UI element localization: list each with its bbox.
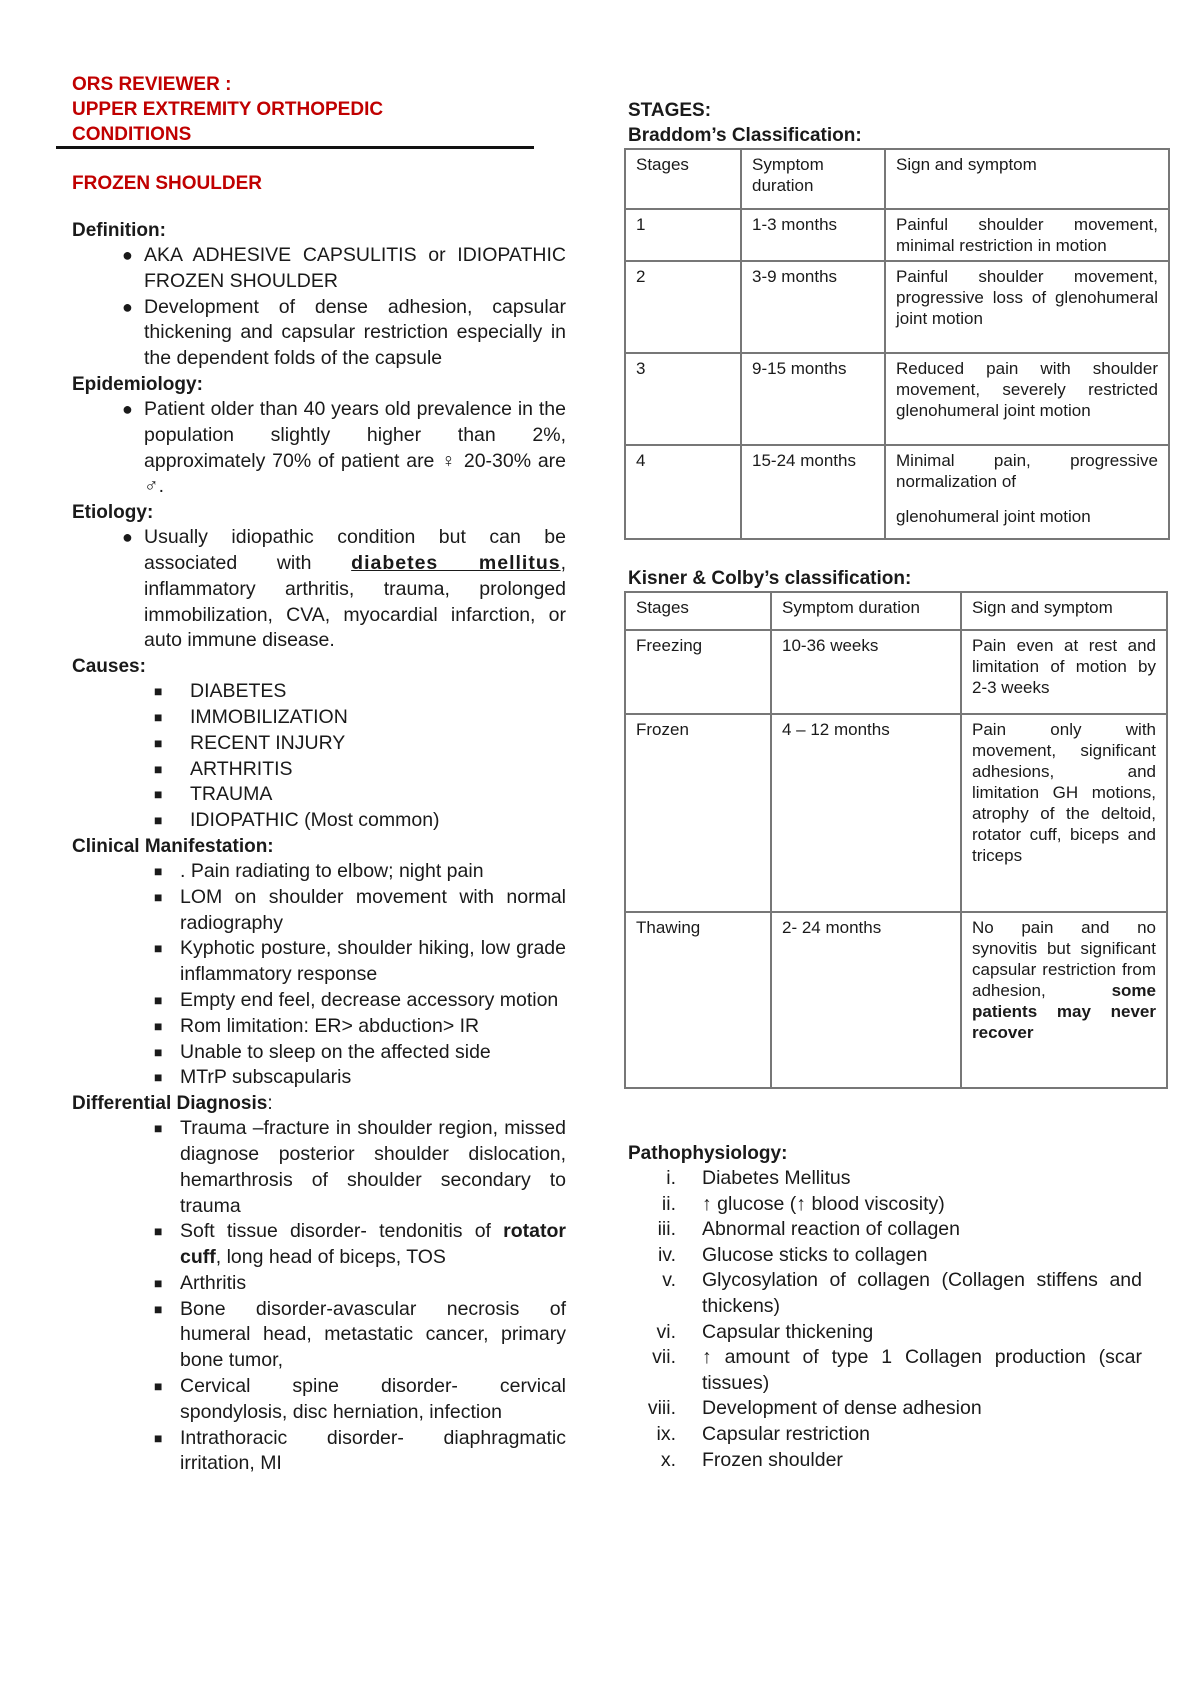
differential-heading xyxy=(72,1091,566,1116)
list-item xyxy=(628,1268,1142,1319)
cell-text: No pain and no synovitis but significant capsular restriction from adhesion, xyxy=(972,918,1156,1000)
list-text: Development of dense adhesion xyxy=(702,1397,982,1420)
table-cell: 15-24 months xyxy=(741,445,885,539)
table-header-cell: Stages xyxy=(625,592,771,630)
braddom-table xyxy=(624,148,1170,540)
title-line-3: CONDITIONS xyxy=(72,124,192,145)
table-cell: Freezing xyxy=(625,630,771,714)
left-column xyxy=(72,72,566,1477)
causes-heading: Causes: xyxy=(72,656,146,678)
differential-heading-text: Differential Diagnosis xyxy=(72,1093,268,1115)
table-cell: 10-36 weeks xyxy=(771,630,961,714)
table-cell: 2- 24 months xyxy=(771,912,961,1088)
list-item: ■ Kyphotic posture, shoulder hiking, low grade inflammatory response xyxy=(72,936,566,988)
definition-section xyxy=(72,218,566,372)
differential-item2-bold: rotator cuff xyxy=(180,1220,566,1269)
table-cell: 1-3 months xyxy=(741,209,885,261)
clinical-section xyxy=(72,834,566,1091)
cell-line: glenohumeral joint motion xyxy=(896,507,1091,526)
list-number: i. xyxy=(666,1167,676,1189)
list-item: ■ LOM on shoulder movement with normal radiography xyxy=(72,885,566,937)
list-item: ■ Arthritis xyxy=(72,1271,566,1297)
differential-item2-end: , long head of biceps, TOS xyxy=(215,1246,446,1269)
list-item: ■ DIABETES xyxy=(72,679,566,705)
stages-heading: STAGES: xyxy=(628,100,712,121)
list-item xyxy=(628,1192,1142,1218)
list-text: ↑ glucose (↑ blood viscosity) xyxy=(702,1192,945,1215)
list-item: ■ ARTHRITIS xyxy=(72,757,566,783)
document-title xyxy=(72,72,566,147)
epidemiology-heading: Epidemiology: xyxy=(72,373,203,395)
list-item xyxy=(628,1396,1142,1422)
list-item xyxy=(628,1422,1142,1448)
list-item: ■ Empty end feel, decrease accessory motion xyxy=(72,988,566,1014)
list-number: ii. xyxy=(661,1192,676,1215)
list-number: v. xyxy=(662,1269,676,1292)
table-header-cell: Symptom duration xyxy=(771,592,961,630)
list-item: ■ Intrathoracic disorder- diaphragmatic irritation, MI xyxy=(72,1426,566,1478)
table-cell: 3 xyxy=(625,353,741,445)
table-row xyxy=(625,353,1169,445)
list-item: ■ Bone disorder-avascular necrosis of humeral head, metastatic cancer, primary bone tumor, xyxy=(72,1297,566,1374)
epidemiology-section xyxy=(72,372,566,500)
list-number: iii. xyxy=(657,1218,676,1241)
table-cell: Frozen xyxy=(625,714,771,912)
table-row xyxy=(625,714,1167,912)
table-header-cell: Stages xyxy=(625,149,741,209)
list-text: Capsular thickening xyxy=(702,1320,874,1343)
table-header-row xyxy=(625,592,1167,630)
table-cell: Pain even at rest and limitation of motion by 2-3 weeks xyxy=(961,630,1167,714)
title-line-1: ORS REVIEWER : xyxy=(72,74,232,95)
list-item: ■ Trauma –fracture in shoulder region, missed diagnose posterior shoulder dislocation, hemarthrosis of shoulder secondary to trauma xyxy=(72,1116,566,1219)
table-cell: Reduced pain with shoulder movement, severely restricted glenohumeral joint motion xyxy=(885,353,1169,445)
list-item: ■ Rom limitation: ER> abduction> IR xyxy=(72,1014,566,1040)
cell-line: Minimal pain, progressive normalization of xyxy=(896,451,1158,491)
table-row xyxy=(625,445,1169,539)
list-item: ■ . Pain radiating to elbow; night pain xyxy=(72,859,566,885)
list-text: Glucose sticks to collagen xyxy=(702,1243,928,1266)
etiology-text-end: , inflammatory arthritis, trauma, prolonged immobilization, CVA, myocardial infarction, or auto immune disease. xyxy=(144,551,566,652)
definition-heading: Definition: xyxy=(72,220,166,241)
list-text: Capsular restriction xyxy=(702,1422,870,1445)
list-item xyxy=(72,525,566,654)
list-item xyxy=(628,1448,1142,1474)
list-item: ● Development of dense adhesion, capsular thickening and capsular restriction especially in the dependent folds of the capsule xyxy=(72,295,566,372)
list-item xyxy=(628,1345,1142,1396)
list-text: Glycosylation of collagen (Collagen stiffens and thickens) xyxy=(702,1269,1142,1317)
etiology-text-start: Usually idiopathic condition but can be associated with xyxy=(144,526,566,574)
list-number: x. xyxy=(660,1448,676,1471)
etiology-section xyxy=(72,500,566,654)
kisner-table xyxy=(624,591,1168,1089)
list-text: Frozen shoulder xyxy=(702,1448,843,1471)
table-header-row xyxy=(625,149,1169,209)
list-item: ■ MTrP subscapularis xyxy=(72,1065,566,1091)
topic-heading: FROZEN SHOULDER xyxy=(72,173,262,194)
list-item: ● AKA ADHESIVE CAPSULITIS or IDIOPATHIC FROZEN SHOULDER xyxy=(72,243,566,295)
braddom-heading: Braddom’s Classification: xyxy=(628,125,862,146)
kisner-heading: Kisner & Colby’s classification: xyxy=(628,568,912,589)
list-number: vi. xyxy=(656,1320,676,1343)
table-cell: 1 xyxy=(625,209,741,261)
table-cell: 4 xyxy=(625,445,741,539)
list-item xyxy=(628,1320,1142,1346)
list-item xyxy=(72,1219,566,1271)
table-cell: Thawing xyxy=(625,912,771,1088)
list-text: ↑ amount of type 1 Collagen production (scar tissues) xyxy=(702,1346,1142,1394)
table-cell: Pain only with movement, significant adhesions, and limitation GH motions, atrophy of the deltoid, rotator cuff, biceps and triceps xyxy=(961,714,1167,912)
title-line-2: UPPER EXTREMITY ORTHOPEDIC xyxy=(72,99,384,120)
right-column xyxy=(628,98,1170,1473)
list-item: ■ IMMOBILIZATION xyxy=(72,705,566,731)
table-cell: 4 – 12 months xyxy=(771,714,961,912)
patho-list xyxy=(628,1166,1170,1473)
title-underline xyxy=(56,146,534,149)
table-row xyxy=(625,261,1169,353)
table-cell: Painful shoulder movement, progressive loss of glenohumeral joint motion xyxy=(885,261,1169,353)
list-item: ● Patient older than 40 years old prevalence in the population slightly higher than 2%, approximately 70% of patient are ♀ 20-30% are ♂. xyxy=(72,397,566,500)
table-header-cell: Sign and symptom xyxy=(961,592,1167,630)
table-row xyxy=(625,209,1169,261)
patho-heading: Pathophysiology: xyxy=(628,1143,788,1164)
clinical-heading: Clinical Manifestation: xyxy=(72,835,274,857)
list-number: viii. xyxy=(647,1397,676,1420)
list-number: vii. xyxy=(652,1346,676,1369)
etiology-emphasis: diabetes mellitus xyxy=(351,551,561,574)
list-item: ■ IDIOPATHIC (Most common) xyxy=(72,808,566,834)
table-row xyxy=(625,630,1167,714)
list-item xyxy=(628,1166,1142,1192)
table-row xyxy=(625,912,1167,1088)
table-cell: 2 xyxy=(625,261,741,353)
differential-section xyxy=(72,1091,566,1477)
list-item xyxy=(628,1243,1142,1269)
cell-text-bold: some patients may never recover xyxy=(972,981,1156,1042)
table-header-cell: Sign and symptom xyxy=(885,149,1169,209)
differential-item2-start: Soft tissue disorder- tendonitis of xyxy=(180,1220,504,1243)
list-item: ■ Unable to sleep on the affected side xyxy=(72,1040,566,1066)
table-header-cell: Symptom duration xyxy=(741,149,885,209)
list-item: ■ RECENT INJURY xyxy=(72,731,566,757)
list-text: Abnormal reaction of collagen xyxy=(702,1218,960,1241)
differential-colon: : xyxy=(267,1093,273,1115)
list-number: iv. xyxy=(657,1243,676,1266)
table-cell: 9-15 months xyxy=(741,353,885,445)
list-text: Diabetes Mellitus xyxy=(702,1167,851,1189)
etiology-heading: Etiology: xyxy=(72,502,154,524)
list-item: ■ Cervical spine disorder- cervical spondylosis, disc herniation, infection xyxy=(72,1374,566,1426)
causes-section xyxy=(72,654,566,834)
table-cell: 3-9 months xyxy=(741,261,885,353)
list-item: ■ TRAUMA xyxy=(72,782,566,808)
list-number: ix. xyxy=(656,1422,676,1445)
table-cell xyxy=(961,912,1167,1088)
list-item xyxy=(628,1217,1142,1243)
table-cell xyxy=(885,445,1169,539)
table-cell: Painful shoulder movement, minimal restriction in motion xyxy=(885,209,1169,261)
